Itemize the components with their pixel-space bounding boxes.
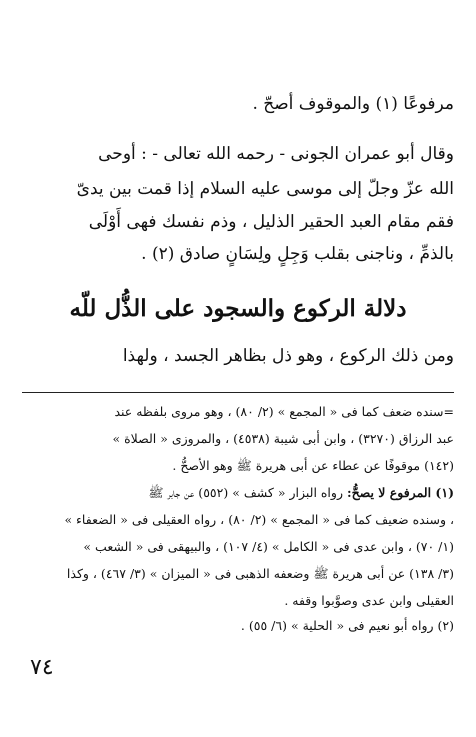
section-heading: دلالة الركوع والسجود على الذُّل للّه [69,295,407,322]
footnote-line: (٢) رواه أبو نعيم فى « الحلية » (٦/ ٥٥) . [240,618,454,633]
page-number: ٧٤ [30,655,54,680]
body-line: ومن ذلك الركوع ، وهو ذل بظاهر الجسد ، ولهذا [122,346,454,366]
body-line: وقال أبو عمران الجونى - رحمه الله تعالى - : أوحى [98,144,454,164]
footnote-divider [22,392,454,393]
body-line: مرفوعًا (١) والموقوف أصحّ . [252,94,454,114]
body-line: بالذمِّ ، وناجنى بقلب وَجِلٍ ولِسَانٍ صادق (٢) . [141,244,454,264]
footnote-line: عبد الرزاق (٣٢٧٠) ، وابن أبى شيبة (٤٥٣٨) ، والمروزى « الصلاة » [112,431,454,446]
footnote-text: رواه البزار « كشف » (٥٥٢) عن جابر ﷺ [148,485,347,500]
footnote-line: ، وسنده ضعيف كما فى « المجمع » (٢/ ٨٠) ، رواه العقيلى فى « الضعفاء » [64,512,454,527]
footnote-label: (١) المرفوع لا يصحُّ: [346,485,454,500]
footnote-line: (٣/ ١٣٨) عن أبى هريرة ﷺ وضعفه الذهبى فى « الميزان » (٣/ ٤٦٧) ، وكذا [66,566,454,581]
footnote-line: العقيلى وابن عدى وصوَّبوا وقفه . [284,593,454,608]
body-line: فقم مقام العبد الحقير الذليل ، وذم نفسك فهى أَوْلَى [88,212,454,232]
body-line: الله عزّ وجلّ إلى موسى عليه السلام إذا قمت بين يدىّ [76,179,454,199]
footnote-line: (١/ ٧٠) ، وابن عدى فى « الكامل » (٤/ ١٠٧) ، والبيهقى فى « الشعب » [83,539,454,554]
footnote-line [22,483,454,503]
footnote-line: (١٤٢) موقوفًا عن عطاء عن أبى هريرة ﷺ وهو الأصحُّ . [172,458,454,473]
footnote-line: =سنده ضعف كما فى « المجمع » (٢/ ٨٠) ، وهو مروى بلفظه عند [114,404,454,419]
